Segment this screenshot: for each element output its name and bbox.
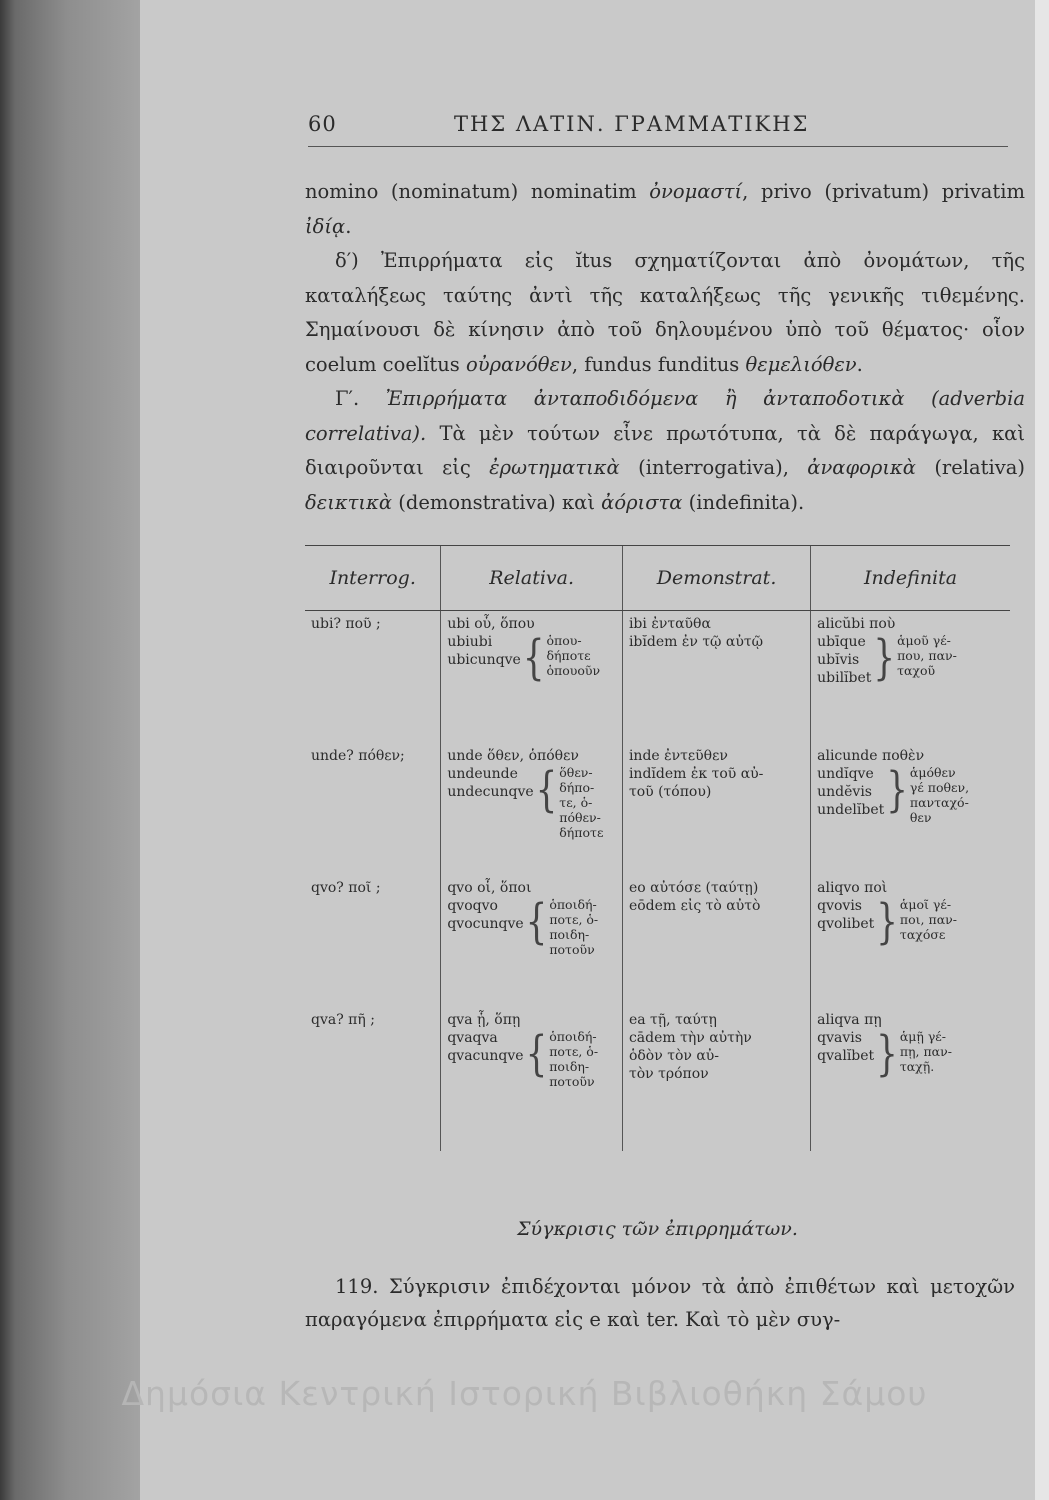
demonstrative-line: cādem τὴν αὐτὴν xyxy=(628,1030,752,1046)
greek-fragment: ταχόσε xyxy=(899,927,946,942)
relative-words xyxy=(447,765,533,801)
demonstrative-cell xyxy=(622,1007,810,1151)
relative-words xyxy=(447,897,523,933)
indefinite-cell xyxy=(811,611,1010,744)
indefinite-brace-group xyxy=(817,762,1006,825)
brace-icon: } xyxy=(886,762,908,818)
greek-fragment: δήποτε xyxy=(559,825,604,840)
demonstrative-line: τὸν τρόπον xyxy=(628,1066,709,1082)
indefinite-words xyxy=(817,765,884,819)
demonstrative-line: indĭdem ἐκ τοῦ αὐ- xyxy=(628,766,764,782)
relative-cell xyxy=(441,1007,623,1151)
indefinite-word: qvolibet xyxy=(817,916,875,932)
demonstrative-cell xyxy=(622,611,810,744)
indefinite-word: undelĭbet xyxy=(817,802,885,818)
indefinite-brace-group xyxy=(817,630,1006,687)
greek-fragment: ταχῇ. xyxy=(899,1059,935,1074)
relative-cell xyxy=(441,743,623,875)
greek-fragment: πόθεν- xyxy=(559,810,601,825)
interrogative-word: ubi? ποῦ ; xyxy=(311,616,381,632)
relative-word: qvocunqve xyxy=(447,916,524,932)
demonstrative-line: ὁδὸν τὸν αὐ- xyxy=(628,1048,720,1064)
brace-icon: { xyxy=(525,894,548,950)
demonstrative-line: ibi ἐνταῦθα xyxy=(628,616,711,632)
greek-fragment: ποι, παν- xyxy=(899,912,957,927)
indefinite-word: ubilĭbet xyxy=(817,670,872,686)
indefinite-main: alicŭbi ποὺ xyxy=(817,616,896,632)
paragraph-1: nomino (nominatum) nominatim ὀνομαστί, privo (privatum) privatim ἰδίᾳ. xyxy=(305,180,1025,238)
indefinite-main: alicunde ποθὲν xyxy=(817,748,925,764)
column-header: Relativa. xyxy=(441,546,623,611)
indefinite-brace-group xyxy=(817,894,1006,950)
relative-word: ubiubi xyxy=(447,634,493,650)
running-header xyxy=(308,112,1028,148)
greek-fragment: ταχοῦ xyxy=(897,663,936,678)
brace-icon: { xyxy=(535,762,558,818)
interrogative-word: unde? πόθεν; xyxy=(311,748,405,764)
demonstrative-cell xyxy=(622,875,810,1007)
greek-fragment: πανταχό- xyxy=(909,795,969,810)
relative-greek xyxy=(559,765,603,840)
library-watermark: Δημόσια Κεντρική Ιστορική Βιβλιοθήκη Σάμου xyxy=(121,1374,928,1413)
relative-word: undeunde xyxy=(447,766,518,782)
greek-fragment: ὅθεν- xyxy=(559,765,593,780)
section-subtitle: Σύγκρισις τῶν ἐπιρρημάτων. xyxy=(517,1218,798,1240)
relative-greek xyxy=(549,1029,598,1089)
greek-fragment: ποτε, ὁ- xyxy=(549,912,599,927)
indefinite-words xyxy=(817,633,871,687)
greek-fragment: ποιδη- xyxy=(549,1059,590,1074)
paragraph-2: δ′) Ἐπιρρήματα εἰς ĭtus σχηματίζονται ἀπὸ ὀνομάτων, τῆς καταλήξεως ταύτης ἀντὶ τῆς καταλήξεως τῆς γενικῆς τιθεμένης. Σημαίνουσι δὲ κίνησιν ἀπὸ τοῦ δηλουμένου ὑπὸ τοῦ θέματος· οἷον coelum coelĭtus οὐρανόθεν, fundus funditus θεμελιόθεν. xyxy=(305,249,1025,376)
column-header: Demonstrat. xyxy=(622,546,810,611)
indefinite-brace-group xyxy=(817,1026,1006,1082)
greek-fragment: ἁμοῦ γέ- xyxy=(897,633,951,648)
greek-fragment: ποιδη- xyxy=(549,927,590,942)
indefinite-word: undĭqve xyxy=(817,766,874,782)
adverb-table xyxy=(305,545,1010,1151)
relative-word: undecunqve xyxy=(447,784,534,800)
table-row xyxy=(305,611,1010,744)
brace-icon: } xyxy=(876,1026,898,1082)
interrogative-word: qvo? ποῖ ; xyxy=(311,880,381,896)
book-binding xyxy=(0,0,150,1500)
interrogative-cell xyxy=(305,875,441,1007)
relative-greek xyxy=(546,633,600,678)
indefinite-greek xyxy=(897,633,957,678)
indefinite-word: undĕvis xyxy=(817,784,872,800)
interrogative-cell xyxy=(305,743,441,875)
indefinite-word: qvavis xyxy=(817,1030,862,1046)
greek-fragment: ἁμῇ γέ- xyxy=(899,1029,947,1044)
greek-fragment: δήπο- xyxy=(559,780,595,795)
greek-fragment: ὁπου- xyxy=(546,633,582,648)
indefinite-word: ubĭvis xyxy=(817,652,860,668)
demonstrative-cell xyxy=(622,743,810,875)
indefinite-words xyxy=(817,1029,874,1065)
indefinite-word: qvalĭbet xyxy=(817,1048,875,1064)
interrogative-cell xyxy=(305,611,441,744)
indefinite-main: aliqvo ποὶ xyxy=(817,880,888,896)
indefinite-greek xyxy=(900,1029,952,1074)
indefinite-greek xyxy=(900,897,957,942)
greek-fragment: ἁμόθεν xyxy=(909,765,956,780)
brace-icon: { xyxy=(522,630,545,686)
greek-fragment: ἁμοῖ γέ- xyxy=(899,897,952,912)
greek-fragment: ὁποιδή- xyxy=(549,897,597,912)
page-number: 60 xyxy=(308,112,337,136)
paragraph-3: Γ′. Ἐπιρρήματα ἀνταποδιδόμενα ἢ ἀνταποδοτικὰ (adverbia correlativa). Τὰ μὲν τούτων εἶνε πρωτότυπα, τὰ δὲ παράγωγα, καὶ διαιροῦνται εἰς ἐρωτηματικὰ (interrogativa), ἀναφορικὰ (relativa) δεικτικὰ (demonstrativa) καὶ ἀόριστα (indefinita). xyxy=(305,387,1026,514)
greek-fragment: γέ ποθεν, xyxy=(909,780,970,795)
indefinite-cell xyxy=(811,875,1010,1007)
table-header-row xyxy=(305,546,1010,611)
brace-icon: { xyxy=(525,1026,548,1082)
relative-main: qva ᾗ, ὅπῃ xyxy=(447,1012,521,1028)
interrogative-word: qva? πῆ ; xyxy=(311,1012,375,1028)
demonstrative-line: ibĭdem ἐν τῷ αὐτῷ xyxy=(628,634,764,650)
greek-fragment: πῃ, παν- xyxy=(899,1044,952,1059)
relative-word: qvacunqve xyxy=(447,1048,524,1064)
body-text xyxy=(305,175,1025,520)
page-edge xyxy=(1035,0,1049,1500)
column-header: Interrog. xyxy=(305,546,441,611)
indefinite-word: qvovis xyxy=(817,898,862,914)
greek-fragment: ὁποιδή- xyxy=(549,1029,597,1044)
relative-main: ubi οὗ, ὅπου xyxy=(447,616,535,632)
brace-icon: } xyxy=(876,894,898,950)
running-title: ΤΗΣ ΛΑΤΙΝ. ΓΡΑΜΜΑΤΙΚΗΣ xyxy=(454,112,810,136)
relative-words xyxy=(447,633,521,669)
greek-fragment: δήποτε xyxy=(546,648,591,663)
relative-cell xyxy=(441,611,623,744)
indefinite-main: aliqva πῃ xyxy=(817,1012,882,1028)
relative-word: qvoqvo xyxy=(447,898,498,914)
brace-icon: } xyxy=(873,630,896,686)
relative-word: qvaqva xyxy=(447,1030,498,1046)
relative-brace-group xyxy=(447,630,618,686)
greek-fragment: θεν xyxy=(909,810,932,825)
greek-fragment: ποτοῦν xyxy=(549,1074,595,1089)
demonstrative-line: eōdem εἰς τὸ αὐτὸ xyxy=(628,898,761,914)
column-header: Indefinita xyxy=(811,546,1010,611)
indefinite-greek xyxy=(910,765,969,825)
greek-fragment: ποτοῦν xyxy=(549,942,595,957)
indefinite-words xyxy=(817,897,874,933)
greek-fragment: τε, ὁ- xyxy=(559,795,593,810)
relative-brace-group xyxy=(447,1026,618,1089)
greek-fragment: που, παν- xyxy=(897,648,957,663)
demonstrative-line: τοῦ (τόπου) xyxy=(628,784,712,800)
demonstrative-line: inde ἐντεῦθεν xyxy=(628,748,728,764)
demonstrative-line: ea τῇ, ταύτῃ xyxy=(628,1012,717,1028)
greek-fragment: ποτε, ὁ- xyxy=(549,1044,599,1059)
interrogative-cell xyxy=(305,1007,441,1151)
relative-brace-group xyxy=(447,894,618,957)
indefinite-cell xyxy=(811,743,1010,875)
indefinite-word: ubīque xyxy=(817,634,866,650)
relative-main: unde ὅθεν, ὁπόθεν xyxy=(447,748,579,764)
relative-cell xyxy=(441,875,623,1007)
relative-brace-group xyxy=(447,762,618,840)
relative-greek xyxy=(549,897,598,957)
table-row xyxy=(305,743,1010,875)
relative-word: ubicunqve xyxy=(447,652,521,668)
paragraph-119: 119. Σύγκρισιν ἐπιδέχονται μόνον τὰ ἀπὸ ἐπιθέτων καὶ μετοχῶν παραγόμενα ἐπιρρήματα εἰς e καὶ ter. Καὶ τὸ μὲν συγ- xyxy=(305,1275,1015,1331)
table-row xyxy=(305,875,1010,1007)
relative-words xyxy=(447,1029,523,1065)
relative-main: qvo οἷ, ὅποι xyxy=(447,880,532,896)
table-row xyxy=(305,1007,1010,1151)
demonstrative-line: eo αὐτόσε (ταύτῃ) xyxy=(628,880,759,896)
indefinite-cell xyxy=(811,1007,1010,1151)
header-rule xyxy=(308,146,1008,147)
greek-fragment: ὁπουοῦν xyxy=(546,663,601,678)
